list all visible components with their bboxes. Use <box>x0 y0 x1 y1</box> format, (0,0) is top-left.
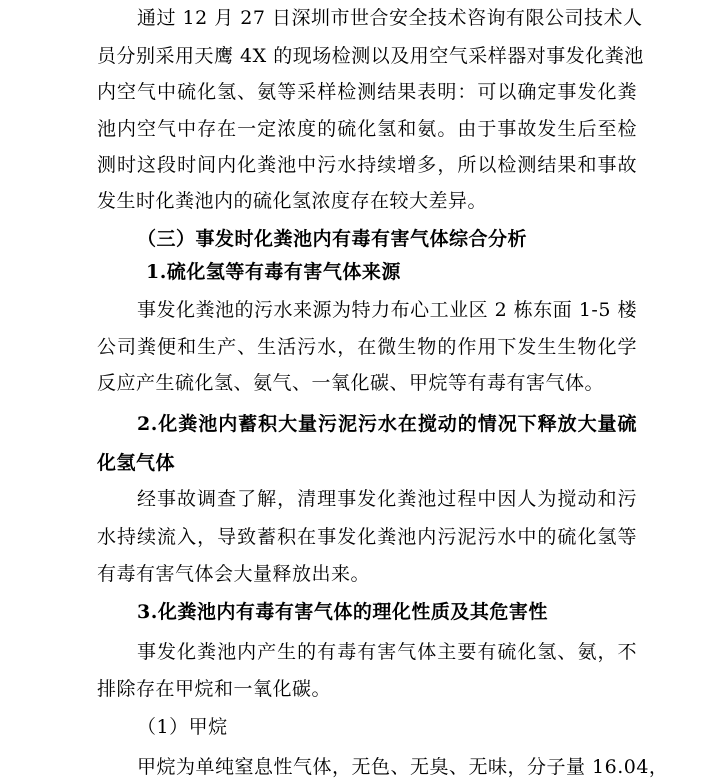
paragraph-line: 通过 12 月 27 日深圳市世合安全技术咨询有限公司技术人 <box>137 7 643 29</box>
paragraph-line: 经事故调查了解，清理事发化粪池过程中因人为搅动和污 <box>137 488 637 510</box>
paragraph-line: 有毒有害气体会大量释放出来。 <box>97 563 371 585</box>
subsection-heading: 2.化粪池内蓄积大量污泥污水在搅动的情况下释放大量硫 <box>137 413 637 435</box>
paragraph-line: 事发化粪池内产生的有毒有害气体主要有硫化氢、氨，不 <box>137 641 637 663</box>
paragraph-line: 池内空气中存在一定浓度的硫化氢和氨。由于事故发生后至检 <box>97 118 637 140</box>
paragraph-line: 内空气中硫化氢、氨等采样检测结果表明：可以确定事发化粪 <box>97 81 637 103</box>
paragraph-line: 公司粪便和生产、生活污水，在微生物的作用下发生生物化学 <box>97 336 637 358</box>
paragraph-line: 发生时化粪池内的硫化氢浓度存在较大差异。 <box>97 190 488 212</box>
item-heading: （1）甲烷 <box>137 716 228 738</box>
subsection-heading: 3.化粪池内有毒有害气体的理化性质及其危害性 <box>137 601 548 623</box>
paragraph-line: 甲烷为单纯窒息性气体，无色、无臭、无味，分子量 16.04， <box>137 756 669 778</box>
subsection-heading: 化氢气体 <box>97 452 176 474</box>
paragraph-line: 事发化粪池的污水来源为特力布心工业区 2 栋东面 1-5 楼 <box>137 299 637 321</box>
paragraph-line: 排除存在甲烷和一氧化碳。 <box>97 678 332 700</box>
paragraph-line: 反应产生硫化氢、氨气、一氧化碳、甲烷等有毒有害气体。 <box>97 372 605 394</box>
section-heading: （三）事发时化粪池内有毒有害气体综合分析 <box>137 228 528 250</box>
subsection-heading: 1.硫化氢等有毒有害气体来源 <box>146 261 401 283</box>
paragraph-line: 水持续流入，导致蓄积在事发化粪池内污泥污水中的硫化氢等 <box>97 526 637 548</box>
paragraph-line: 测时这段时间内化粪池中污水持续增多，所以检测结果和事故 <box>97 154 637 176</box>
paragraph-line: 员分别采用天鹰 4X 的现场检测以及用空气采样器对事发化粪池 <box>97 45 644 67</box>
